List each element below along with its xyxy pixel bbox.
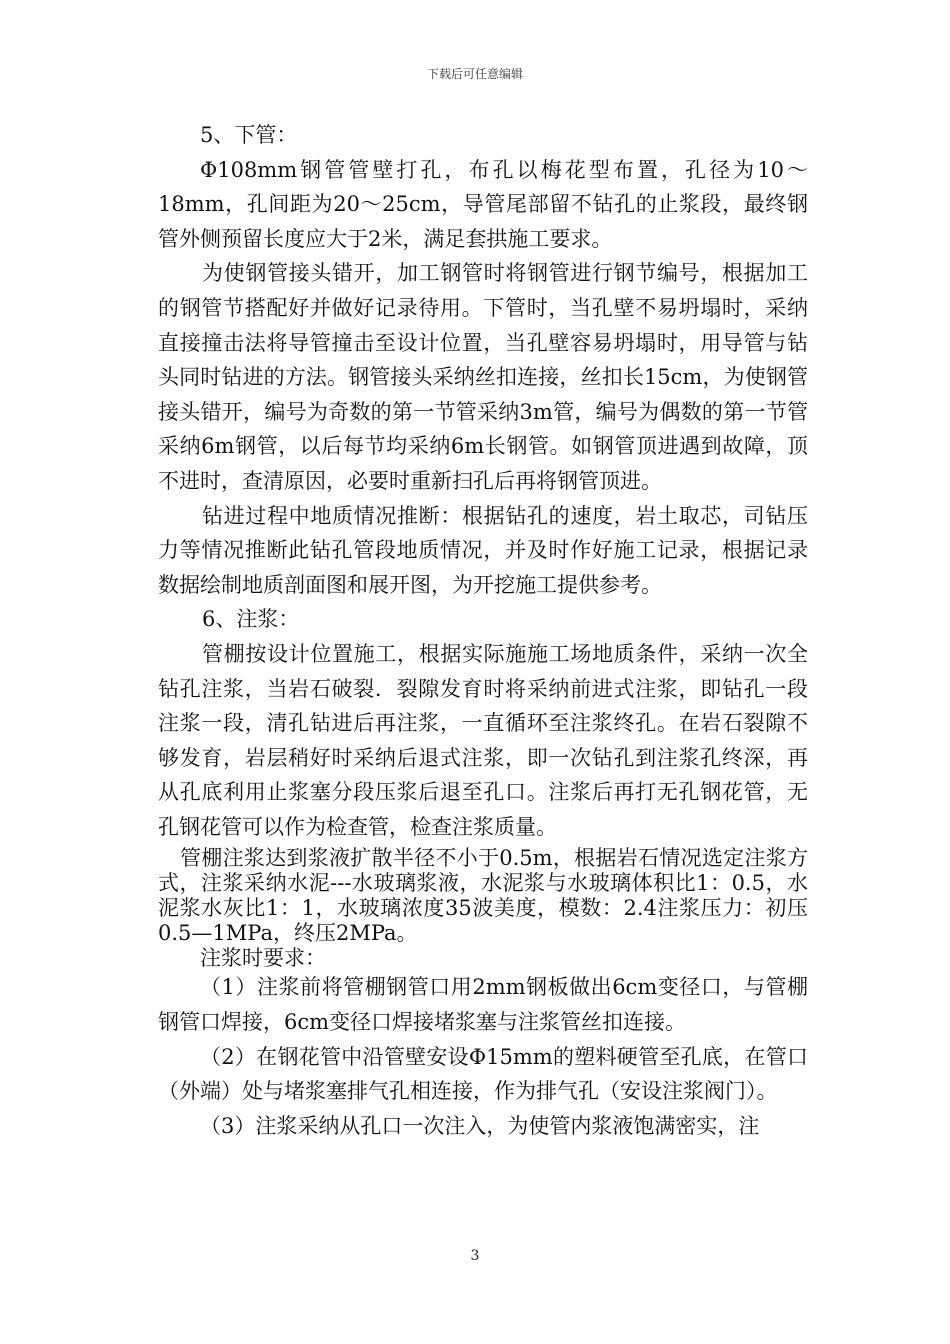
paragraph: Φ108mm钢管管壁打孔，布孔以梅花型布置，孔径为10～18mm，孔间距为20～25cm，导管尾部留不钻孔的止浆段，最终钢管外侧预留长度应大于2米，满足套拱施工要求。 bbox=[158, 157, 808, 251]
paragraph: 管棚注浆达到浆液扩散半径不小于0.5m，根据岩石情况选定注浆方式，注浆采纳水泥---水玻璃浆液，水泥浆与水玻璃体积比1：0.5，水泥浆水灰比1：1，水玻璃浓度35波美度，模数：2.4注浆压力：初压0.5—1MPa，终压2MPa。 bbox=[158, 846, 808, 946]
section-heading-6: 6、注浆： bbox=[202, 607, 300, 632]
requirement-item: （2）在钢花管中沿管壁安设Φ15mm的塑料硬管至孔底，在管口（外端）处与堵浆塞排气孔相连接，作为排气孔（安设注浆阀门）。 bbox=[158, 1044, 808, 1104]
page-header: 下载后可任意编辑 bbox=[426, 67, 523, 81]
requirement-item: （3）注浆采纳从孔口一次注入，为使管内浆液饱满密实，注 bbox=[200, 1113, 760, 1138]
requirement-item: （1）注浆前将管棚钢管口用2mm钢板做出6cm变径口，与管棚钢管口焊接，6cm变径口焊接堵浆塞与注浆管丝扣连接。 bbox=[158, 975, 808, 1035]
section-heading-5: 5、下管： bbox=[200, 123, 298, 147]
paragraph: 钻进过程中地质情况推断：根据钻孔的速度，岩土取芯，司钻压力等情况推断此钻孔管段地质情况，并及时作好施工记录，根据记录数据绘制地质剖面图和展开图，为开挖施工提供参考。 bbox=[158, 503, 808, 597]
page-number: 3 bbox=[470, 1248, 480, 1264]
document-body bbox=[158, 118, 808, 1143]
paragraph: 管棚按设计位置施工，根据实际施施工场地质条件，采纳一次全钻孔注浆，当岩石破裂．裂隙发育时将采纳前进式注浆，即钻孔一段注浆一段，清孔钻进后再注浆，一直循环至注浆终孔。在岩石裂隙不够发育，岩层稍好时采纳后退式注浆，即一次钻孔到注浆孔终深，再从孔底利用止浆塞分段压浆后退至孔口。注浆后再打无孔钢花管，无孔钢花管可以作为检查管，检查注浆质量。 bbox=[158, 641, 808, 839]
paragraph: 为使钢管接头错开，加工钢管时将钢管进行钢节编号，根据加工的钢管节搭配好并做好记录待用。下管时，当孔壁不易坍塌时，采纳直接撞击法将导管撞击至设计位置，当孔壁容易坍塌时，用导管与钻头同时钻进的方法。钢管接头采纳丝扣连接，丝扣长15cm，为使钢管接头错开，编号为奇数的第一节管采纳3m管，编号为偶数的第一节管采纳6m钢管，以后每节均采纳6m长钢管。如钢管顶进遇到故障，顶不进时，查清原因，必要时重新扫孔后再将钢管顶进。 bbox=[158, 261, 808, 493]
requirements-heading: 注浆时要求： bbox=[200, 946, 326, 971]
